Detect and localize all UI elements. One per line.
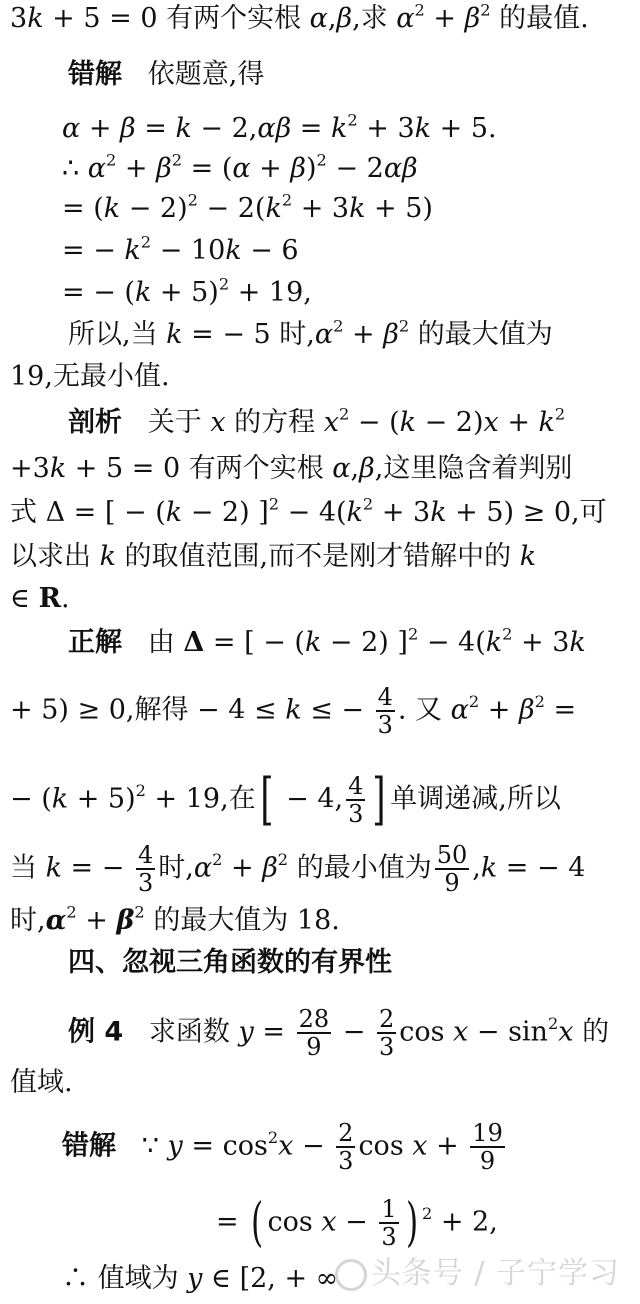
- watermark: [335, 1248, 620, 1292]
- text-line-l17: − $(k + 5)^2 + 19$,在[ − 4, $\frac{4}{3}$ ] 单调递减,所以: [10, 767, 561, 832]
- text-line-l18: 当 k = − $\frac{4}{3}$ 时$,\alpha^2 + \beta^2$ 的最小值为 $\frac{50}{9}$ ,k = − 4: [10, 841, 586, 897]
- section-head: 错解: [62, 1130, 116, 1162]
- section-head: 例 4: [68, 1016, 124, 1048]
- text-line-l25: ∴ 值域为 y ∈ [2, + ∞: [62, 1263, 339, 1294]
- section-head: 错解: [68, 59, 122, 90]
- text-line-l11: +3k + 5 = 0 有两个实根 α,β,这里隐含着判别: [10, 453, 573, 484]
- text-line-l12: 式 Δ = [ − (k − 2) ]$^2 - 4(k^2 + 3k + 5) \ge 0$,可: [10, 494, 607, 528]
- text-line-l13: 以求出 k 的取值范围,而不是刚才错解中的 k: [10, 541, 537, 572]
- text-line-l23: 错解 ∵ $y = \cos^2x$ − $\frac{2}{3}$ cos x + $\frac{19}{9}$: [62, 1119, 503, 1175]
- text-line-l15: 正解 由 Δ = [ − (k − 2) ]$^2 - 4(k^2 + 3k$: [68, 624, 586, 658]
- text-line-l22: 值域.: [10, 1067, 73, 1098]
- watermark-logo-icon: [335, 1259, 367, 1291]
- text-line-l1: 3k + 5 = 0 有两个实根 α,β,求 $\alpha^2 + \beta^2$ 的最值.: [10, 0, 589, 34]
- text-line-l14: ∈ R.: [10, 583, 70, 614]
- text-line-l3: $\alpha + \beta = k - 2,\alpha\beta = k^2 + 3k + 5$.: [62, 110, 497, 144]
- text-line-l7: = − $(k + 5)^2 + 19$,: [62, 274, 312, 308]
- text-line-l4: ∴ $\alpha^2 + \beta^2 = (\alpha + \beta)^2 - 2\alpha\beta$: [62, 150, 418, 184]
- text-line-l5: = $(k - 2)^2 - 2(k^2 + 3k + 5)$: [62, 190, 433, 224]
- watermark-text: 头条号 / 子宁学习: [370, 1256, 620, 1291]
- text-line-l20: [68, 946, 392, 980]
- text-line-l2: 错解 依题意,得: [68, 59, 265, 90]
- text-line-l19: 时$,\alpha^2 + \beta^2$ 的最大值为 18.: [10, 902, 340, 936]
- text-line-l16: + 5) ≥ 0,解得 − 4 ≤ k ≤ − $\frac{4}{3}$ . 又 $\alpha^2 + \beta^2$ =: [10, 683, 577, 739]
- section-head: 四、忽视三角函数的有界性: [68, 947, 392, 978]
- text-line-l21: 例 4 求函数 y = $\frac{28}{9}$ − $\frac{2}{3}$ $\cos x - \sin^2x$ 的: [68, 1005, 610, 1061]
- text-line-l6: = − $k^2 - 10k - 6$: [62, 232, 299, 266]
- text-line-l24: = ( cos x − $\frac{1}{3}$ ) $^2$ + 2,: [216, 1193, 498, 1253]
- section-head: 剖析: [68, 407, 122, 438]
- section-head: 正解: [68, 627, 122, 658]
- text-line-l10: 剖析 关于 x 的方程 $x^2 - (k - 2)x + k^2$: [68, 404, 566, 438]
- text-line-l9: 19,无最小值.: [10, 361, 170, 392]
- text-line-l8: 所以,当 k = − 5 时$,\alpha^2 + \beta^2$ 的最大值为: [68, 316, 553, 350]
